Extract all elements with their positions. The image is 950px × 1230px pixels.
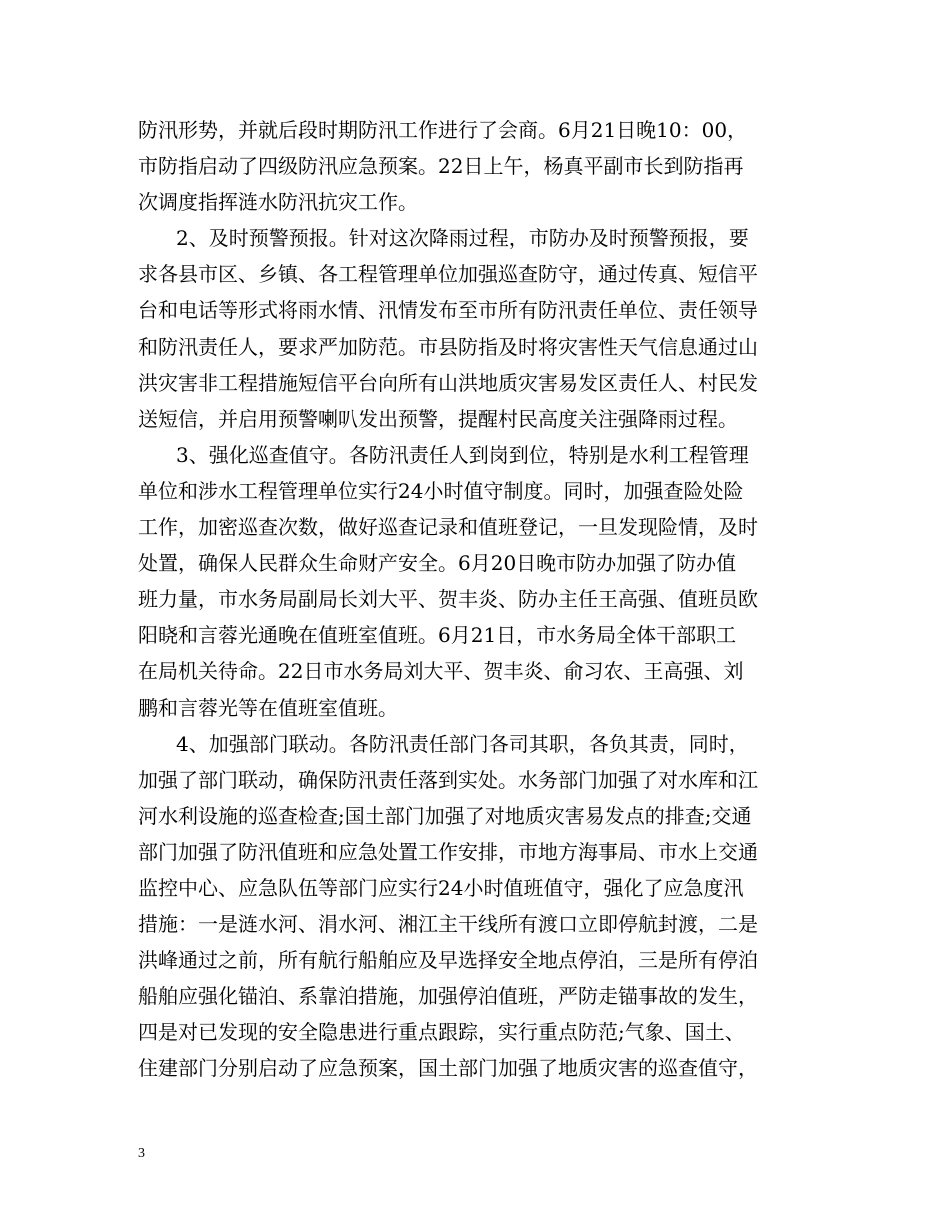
text-line: 单位和涉水工程管理单位实行24小时值守制度。同时，加强查险处险 xyxy=(138,478,744,503)
text-line: 台和电话等形式将雨水情、汛情发布至市所有防汛责任单位、责任领导 xyxy=(138,298,758,323)
text-line: 班力量，市水务局副局长刘大平、贺丰炎、防办主任王高强、值班员欧 xyxy=(138,587,758,612)
text-line: 阳晓和言蓉光通晚在值班室值班。6月21日，市水务局全体干部职工 xyxy=(138,623,737,648)
text-line: 在局机关待命。22日市水务局刘大平、贺丰炎、俞习农、王高强、刘 xyxy=(138,659,744,684)
text-line: 加强了部门联动，确保防汛责任落到实处。水务部门加强了对水库和江 xyxy=(138,767,758,792)
text-line: 防汛形势，并就后段时期防汛工作进行了会商。6月21日晚10：00， xyxy=(138,118,748,142)
text-line: 四是对已发现的安全隐患进行重点跟踪，实行重点防范;气象、国土、 xyxy=(138,1020,745,1045)
text-line: 处置，确保人民群众生命财产安全。6月20日晚市防办加强了防办值 xyxy=(138,551,737,576)
text-line: 送短信，并启用预警喇叭发出预警，提醒村民高度关注强降雨过程。 xyxy=(138,406,738,431)
paragraph-4-start: 4、加强部门联动。各防汛责任部门各司其职，各负其责，同时， xyxy=(176,731,749,756)
text-line: 洪峰通过之前，所有航行船舶应及早选择安全地点停泊，三是所有停泊 xyxy=(138,948,758,973)
text-line: 洪灾害非工程措施短信平台向所有山洪地质灾害易发区责任人、村民发 xyxy=(138,370,758,395)
text-line: 措施：一是涟水河、涓水河、湘江主干线所有渡口立即停航封渡，二是 xyxy=(138,912,758,937)
text-line: 鹏和言蓉光等在值班室值班。 xyxy=(138,695,398,720)
paragraph-2-start: 2、及时预警预报。针对这次降雨过程，市防办及时预警预报，要 xyxy=(176,226,749,251)
text-line: 河水利设施的巡查检查;国土部门加强了对地质灾害易发点的排查;交通 xyxy=(138,803,752,828)
text-line: 监控中心、应急队伍等部门应实行24小时值班值守，强化了应急度汛 xyxy=(138,875,744,900)
text-line: 住建部门分别启动了应急预案，国土部门加强了地质灾害的巡查值守， xyxy=(138,1056,758,1081)
text-line: 次调度指挥涟水防汛抗灾工作。 xyxy=(138,190,418,215)
text-line: 船舶应强化锚泊、系靠泊措施，加强停泊值班，严防走锚事故的发生， xyxy=(138,984,758,1009)
page-number: 3 xyxy=(138,1146,145,1161)
text-line: 求各县市区、乡镇、各工程管理单位加强巡查防守，通过传真、短信平 xyxy=(138,262,758,287)
text-line: 市防指启动了四级防汛应急预案。22日上午，杨真平副市长到防指再 xyxy=(138,154,744,179)
text-line: 和防汛责任人，要求严加防范。市县防指及时将灾害性天气信息通过山 xyxy=(138,334,758,359)
text-line: 工作，加密巡查次数，做好巡查记录和值班登记，一旦发现险情，及时 xyxy=(138,515,758,540)
text-line: 部门加强了防汛值班和应急处置工作安排，市地方海事局、市水上交通 xyxy=(138,839,758,864)
paragraph-3-start: 3、强化巡查值守。各防汛责任人到岗到位，特别是水利工程管理 xyxy=(176,442,749,467)
body-text xyxy=(138,112,818,1087)
